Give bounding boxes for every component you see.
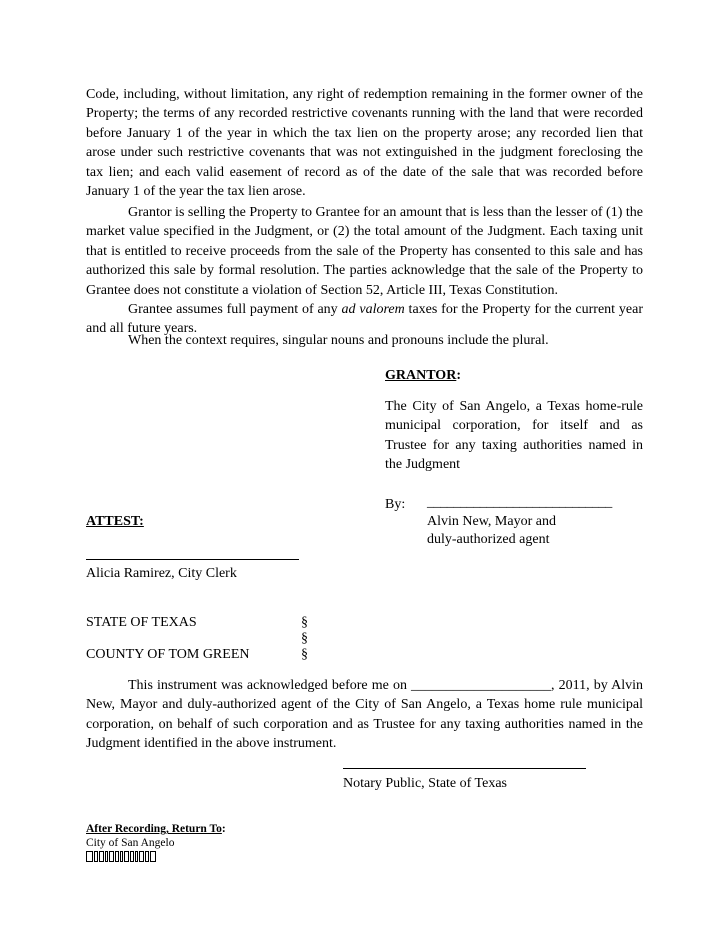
signer-name: Alvin New, Mayor and (427, 514, 556, 529)
clerk-signature-line (86, 559, 299, 560)
paragraph-exceptions: Code, including, without limitation, any right of redemption remaining in the former owner of the Property; the terms of any recorded restrictive covenants running with the land that were recorded before January 1 of the year in which the tax lien on the property arose; any recorded lien that arose under such restrictive covenants that was not extinguished in the judgment foreclosing the tax lien; and each valid easement of record as of the date of the sale that was recorded before January 1 of the year the tax lien arose. (86, 87, 643, 200)
return-to-heading-text: After Recording, Return To (86, 823, 222, 835)
clerk-name: Alicia Ramirez, City Clerk (86, 566, 237, 581)
ad-valorem-term: ad valorem (341, 302, 405, 317)
taxes-text-start: Grantee assumes full payment of any (128, 302, 342, 317)
glyph-box (124, 851, 129, 862)
signer-title: duly-authorized agent (427, 532, 550, 547)
glyph-box (135, 851, 138, 862)
glyph-box (139, 851, 144, 862)
glyph-box (94, 851, 98, 862)
glyph-box (115, 851, 119, 862)
return-to-heading (86, 822, 226, 836)
section-symbol-1: § (301, 615, 308, 630)
section-symbol-3: § (301, 647, 308, 662)
glyph-box (120, 851, 123, 862)
paragraph-plural-context: When the context requires, singular nouns and pronouns include the plural. (128, 333, 549, 348)
grantor-heading-colon: : (456, 368, 461, 383)
acknowledgment-paragraph: This instrument was acknowledged before me on ____________________, 2011, by Alvin New, Mayor and duly-authorized agent of the City of San Angelo, a Texas home rule municipal corporation, on behalf of such corporation and as Trustee for any taxing authorities named in the Judgment identified in the above instrument. (86, 678, 643, 752)
glyph-box (145, 851, 149, 862)
glyph-box (109, 851, 114, 862)
grantor-heading (385, 366, 461, 385)
notary-signature-line (343, 768, 586, 769)
glyph-box (150, 851, 156, 862)
section-symbol-2: § (301, 631, 308, 646)
notary-title: Notary Public, State of Texas (343, 776, 508, 791)
return-to-heading-colon: : (221, 823, 226, 835)
grantor-description: The City of San Angelo, a Texas home-rule municipal corporation, for itself and as Trustee for any taxing authorities named in the Judgment (385, 399, 643, 473)
return-to-addressee: City of San Angelo (86, 837, 175, 849)
glyph-box (130, 851, 134, 862)
glyph-box (105, 851, 108, 862)
paragraph-sale-amount: Grantor is selling the Property to Grantee for an amount that is less than the lesser of (1) the market value specified in the Judgment, or (2) the total amount of the Judgment. Each taxing unit that is entitled to receive proceeds from the sale of the Property has consented to this sale and has authorized this sale by formal resolution. The parties acknowledge that the sale of the Property to Grantee does not constitute a violation of Section 52, Article III, Texas Constitution. (86, 205, 643, 298)
state-label: STATE OF TEXAS (86, 615, 197, 630)
taxes-text-end: taxes for the Property for the current year and all future years. (86, 302, 643, 337)
by-label: By: (385, 497, 406, 512)
county-label: COUNTY OF TOM GREEN (86, 647, 250, 662)
glyph-box (99, 851, 104, 862)
grantor-signature-line: ____________________________ (427, 495, 612, 510)
grantor-heading-text: GRANTOR (385, 368, 457, 383)
attest-heading: ATTEST: (86, 514, 144, 529)
redacted-address-glyphs (86, 851, 158, 862)
glyph-box (86, 851, 93, 862)
